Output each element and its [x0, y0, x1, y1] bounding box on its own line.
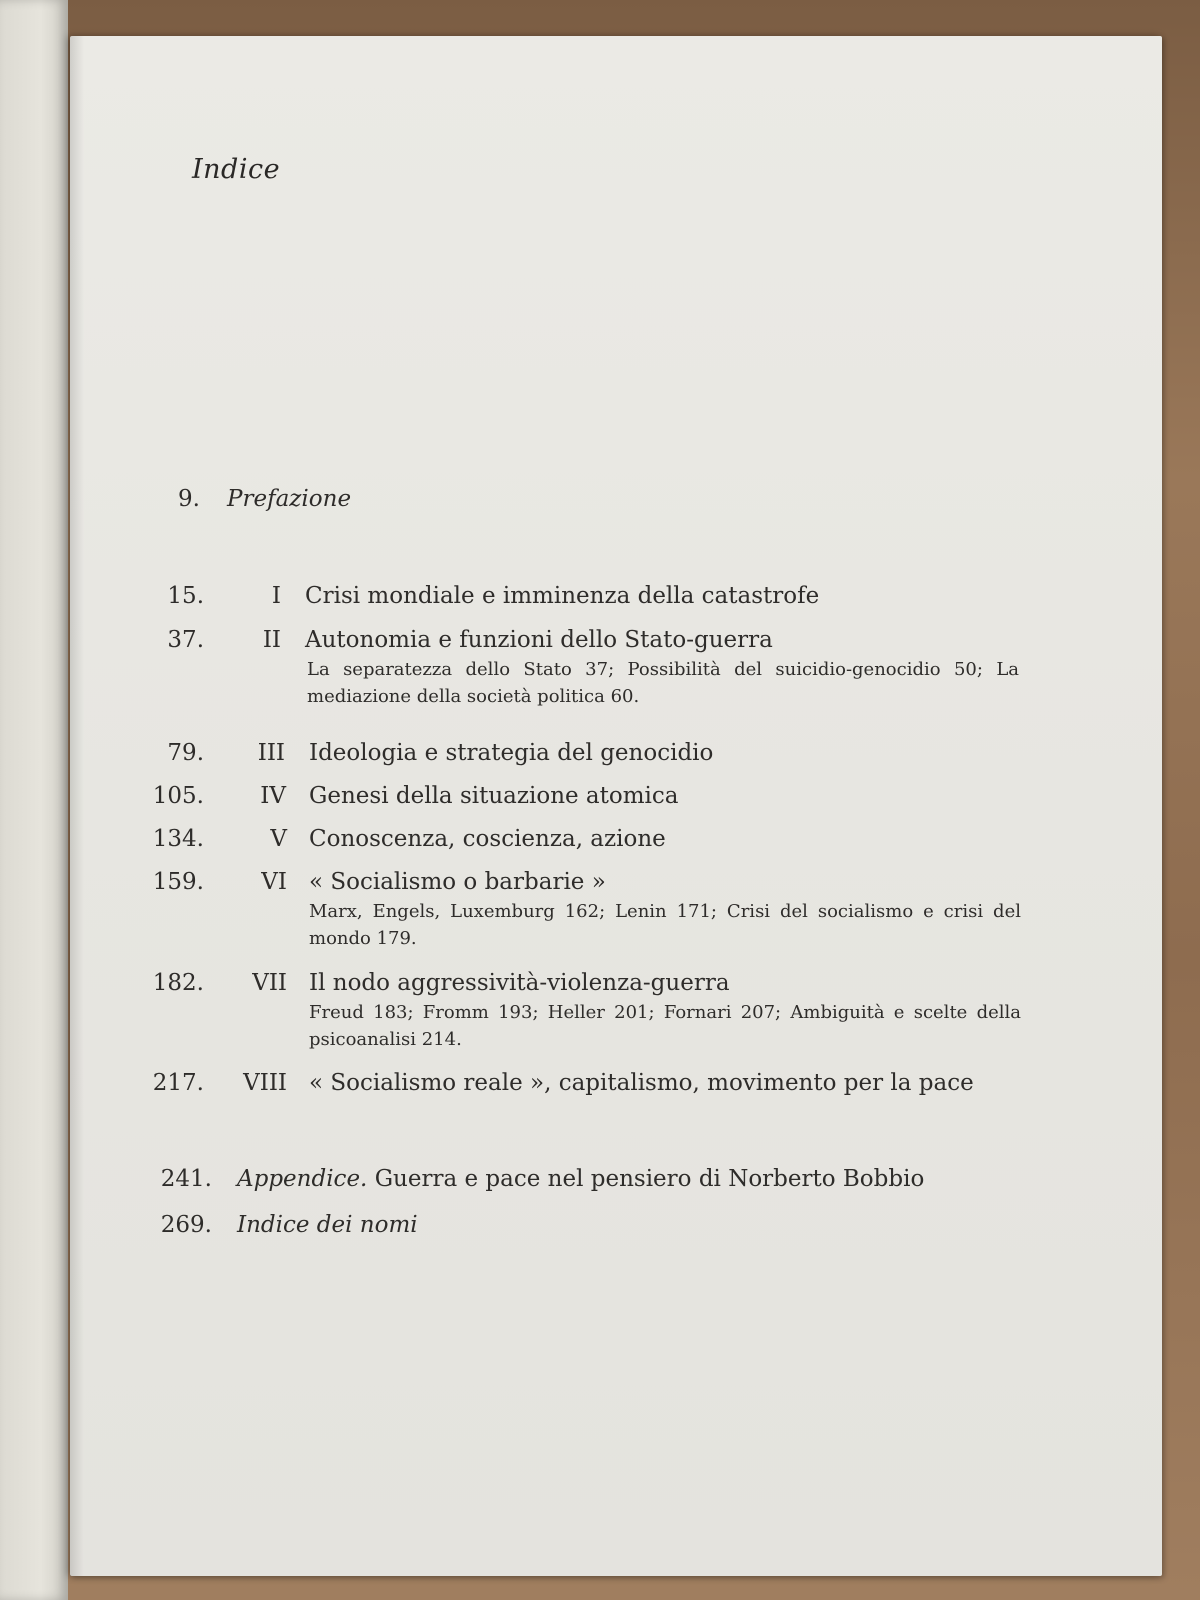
toc-label: Crisi mondiale e imminenza della catastrofe — [305, 583, 820, 609]
toc-page-number: 241. — [160, 1166, 212, 1192]
toc-page-number: 269. — [160, 1212, 212, 1238]
toc-label: « Socialismo o barbarie » — [309, 869, 606, 895]
toc-label: Prefazione — [227, 486, 352, 512]
facing-page-edge — [0, 0, 68, 1600]
toc-page-number: 9. — [178, 486, 200, 512]
toc-label-rest: Guerra e pace nel pensiero di Norberto Bobbio — [374, 1166, 925, 1192]
toc-label: Genesi della situazione atomica — [309, 783, 679, 809]
toc-label-italic: Appendice. — [237, 1166, 368, 1192]
toc-page-number: 15. — [167, 583, 204, 609]
toc-page-number: 105. — [152, 783, 204, 809]
toc-label: Autonomia e funzioni dello Stato-guerra — [305, 627, 773, 653]
toc-subsections: Freud 183; Fromm 193; Heller 201; Fornari 207; Ambiguità e scelte della psicoanalisi 214. — [309, 1002, 1021, 1050]
toc-page-number: 182. — [152, 970, 204, 996]
toc-subsections: Marx, Engels, Luxemburg 162; Lenin 171; Crisi del socialismo e crisi del mondo 179. — [309, 901, 1021, 949]
page-title: Indice — [192, 154, 281, 185]
toc-roman-numeral: IV — [260, 783, 286, 809]
toc-subsections: La separatezza dello Stato 37; Possibilità del suicidio-genocidio 50; La mediazione della società politica 60. — [307, 659, 1019, 707]
toc-roman-numeral: VII — [252, 970, 287, 996]
toc-roman-numeral: VI — [261, 869, 287, 895]
toc-roman-numeral: I — [271, 583, 281, 609]
toc-page-number: 134. — [152, 826, 204, 852]
toc-label: Il nodo aggressività-violenza-guerra — [309, 970, 730, 996]
toc-roman-numeral: V — [270, 826, 287, 852]
toc-roman-numeral: III — [257, 740, 285, 766]
toc-roman-numeral: VIII — [243, 1070, 287, 1096]
toc-page-number: 159. — [152, 869, 204, 895]
toc-page-number: 217. — [152, 1070, 204, 1096]
toc-page-number: 79. — [167, 740, 204, 766]
toc-label: Ideologia e strategia del genocidio — [309, 740, 714, 766]
toc-roman-numeral: II — [262, 627, 281, 653]
toc-label: Conoscenza, coscienza, azione — [309, 826, 666, 852]
toc-label — [237, 1166, 924, 1192]
toc-label: Indice dei nomi — [237, 1212, 418, 1238]
toc-label: « Socialismo reale », capitalismo, movimento per la pace — [309, 1070, 974, 1096]
page-gutter-shadow — [70, 36, 84, 1576]
toc-page-number: 37. — [167, 627, 204, 653]
